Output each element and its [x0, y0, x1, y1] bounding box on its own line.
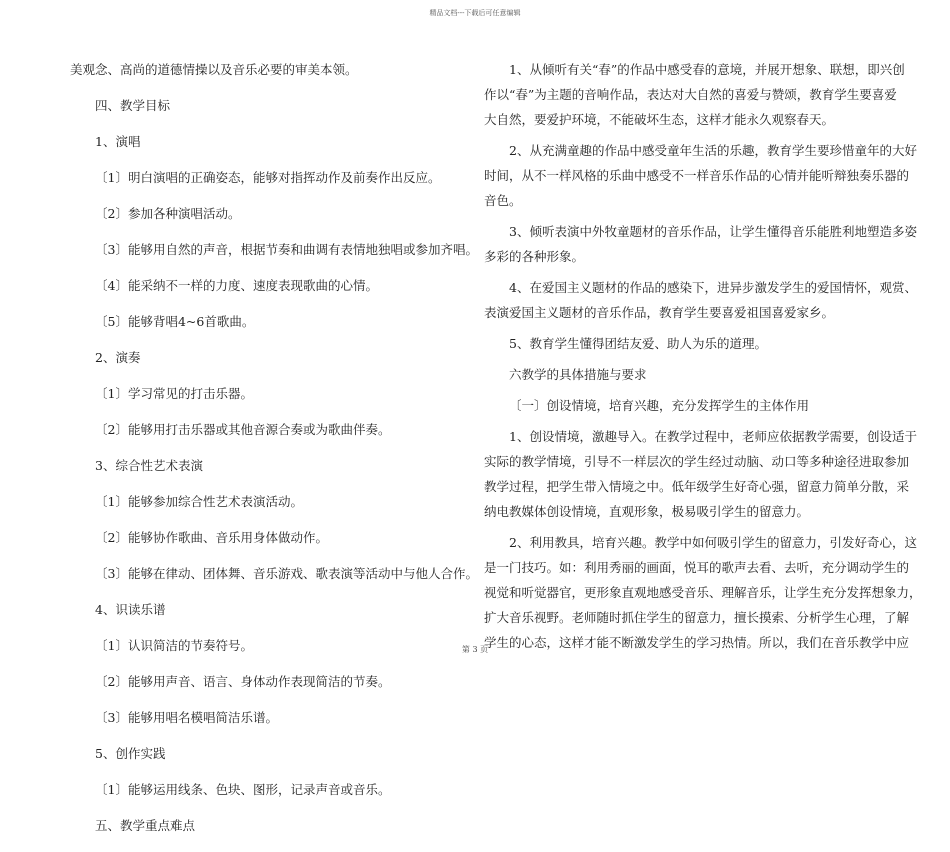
left-paragraph-line: 〔2〕能够用打击乐器或其他音源合奏或为歌曲伴奏。	[95, 422, 391, 437]
right-paragraph-line: 六教学的具体措施与要求	[509, 367, 647, 382]
left-paragraph-line: 〔2〕能够用声音、语言、身体动作表现简洁的节奏。	[95, 674, 391, 689]
left-paragraph-line: 4、识读乐谱	[95, 602, 166, 617]
right-paragraph-line: 时间，从不一样风格的乐曲中感受不一样音乐作品的心情并能听辩独奏乐器的	[484, 168, 910, 183]
left-paragraph-line: 1、演唱	[95, 134, 141, 149]
right-paragraph-line: 作以“春”为主题的音响作品，表达对大自然的喜爱与赞颂，教育学生要喜爱	[484, 87, 897, 102]
left-paragraph-line: 〔2〕参加各种演唱活动。	[95, 206, 241, 221]
right-paragraph-line: 〔一〕创设情境，培育兴趣，充分发挥学生的主体作用	[509, 398, 810, 413]
right-paragraph-line: 视觉和听觉器官，更形象直观地感受音乐、理解音乐，让学生充分发挥想象力，	[484, 585, 922, 600]
right-paragraph-line: 5、教育学生懂得团结友爱、助人为乐的道理。	[509, 336, 767, 351]
left-paragraph-line: 四、教学目标	[95, 98, 171, 113]
right-paragraph-line: 3、倾听表演中外牧童题材的音乐作品，让学生懂得音乐能胜利地塑造多姿	[509, 224, 917, 239]
page-number: 第 3 页	[461, 645, 489, 654]
right-paragraph-line: 学生的心态，这样才能不断激发学生的学习热情。所以，我们在音乐教学中应	[484, 635, 910, 650]
right-paragraph-line: 1、创设情境，激趣导入。在教学过程中，老师应依据教学需要，创设适于	[509, 429, 917, 444]
right-paragraph-line: 扩大音乐视野。老师随时抓住学生的留意力，擅长摸索、分析学生心理，了解	[484, 610, 910, 625]
right-paragraph-line: 2、从充满童趣的作品中感受童年生活的乐趣，教育学生要珍惜童年的大好	[509, 143, 917, 158]
right-paragraph-line: 2、利用教具，培育兴趣。教学中如何吸引学生的留意力，引发好奇心，这	[509, 535, 917, 550]
right-paragraph-line: 大自然，要爱护环境，不能破坏生态，这样才能永久观察春天。	[484, 112, 835, 127]
right-paragraph-line: 表演爱国主义题材的音乐作品，教育学生要喜爱祖国喜爱家乡。	[484, 305, 835, 320]
left-paragraph-line: 美观念、高尚的道德情操以及音乐必要的审美本领。	[70, 62, 358, 77]
left-paragraph-line: 〔5〕能够背唱4~6首歌曲。	[95, 314, 255, 329]
left-paragraph-line: 〔4〕能采纳不一样的力度、速度表现歌曲的心情。	[95, 278, 378, 293]
right-paragraph-line: 多彩的各种形象。	[484, 249, 585, 264]
right-paragraph-line: 4、在爱国主义题材的作品的感染下，进异步激发学生的爱国情怀，观赏、	[509, 280, 917, 295]
left-paragraph-line: 〔3〕能够用自然的声音，根据节奏和曲调有表情地独唱或参加齐唱。	[95, 242, 478, 257]
left-paragraph-line: 〔3〕能够用唱名模唱简洁乐谱。	[95, 710, 278, 725]
left-paragraph-line: 3、综合性艺术表演	[95, 458, 203, 473]
right-paragraph-line: 教学过程，把学生带入情境之中。低年级学生好奇心强，留意力简单分散，采	[484, 479, 910, 494]
right-paragraph-line: 纳电教媒体创设情境，直观形象，极易吸引学生的留意力。	[484, 504, 810, 519]
left-paragraph-line: 〔1〕认识简洁的节奏符号。	[95, 638, 253, 653]
right-paragraph-line: 是一门技巧。如：利用秀丽的画面，悦耳的歌声去看、去听，充分调动学生的	[484, 560, 910, 575]
right-paragraph-line: 1、从倾听有关“春”的作品中感受春的意境，并展开想象、联想，即兴创	[509, 62, 905, 77]
left-paragraph-line: 〔2〕能够协作歌曲、音乐用身体做动作。	[95, 530, 328, 545]
left-paragraph-line: 〔1〕能够参加综合性艺术表演活动。	[95, 494, 303, 509]
right-column	[484, 60, 922, 658]
left-paragraph-line: 五、教学重点难点	[95, 818, 196, 833]
page-header: 精品文档---下载后可任意编辑	[429, 9, 521, 17]
left-paragraph-line: 5、创作实践	[95, 746, 166, 761]
right-paragraph-line: 实际的教学情境，引导不一样层次的学生经过动脑、动口等多种途径进取参加	[484, 454, 910, 469]
left-paragraph-line: 〔1〕学习常见的打击乐器。	[95, 386, 253, 401]
left-paragraph-line: 〔1〕能够运用线条、色块、图形，记录声音或音乐。	[95, 782, 391, 797]
left-paragraph-line: 〔1〕明白演唱的正确姿态，能够对指挥动作及前奏作出反应。	[95, 170, 441, 185]
left-paragraph-line: 2、演奏	[95, 350, 141, 365]
left-paragraph-line: 〔3〕能够在律动、团体舞、音乐游戏、歌表演等活动中与他人合作。	[95, 566, 478, 581]
right-paragraph-line: 音色。	[484, 193, 522, 208]
